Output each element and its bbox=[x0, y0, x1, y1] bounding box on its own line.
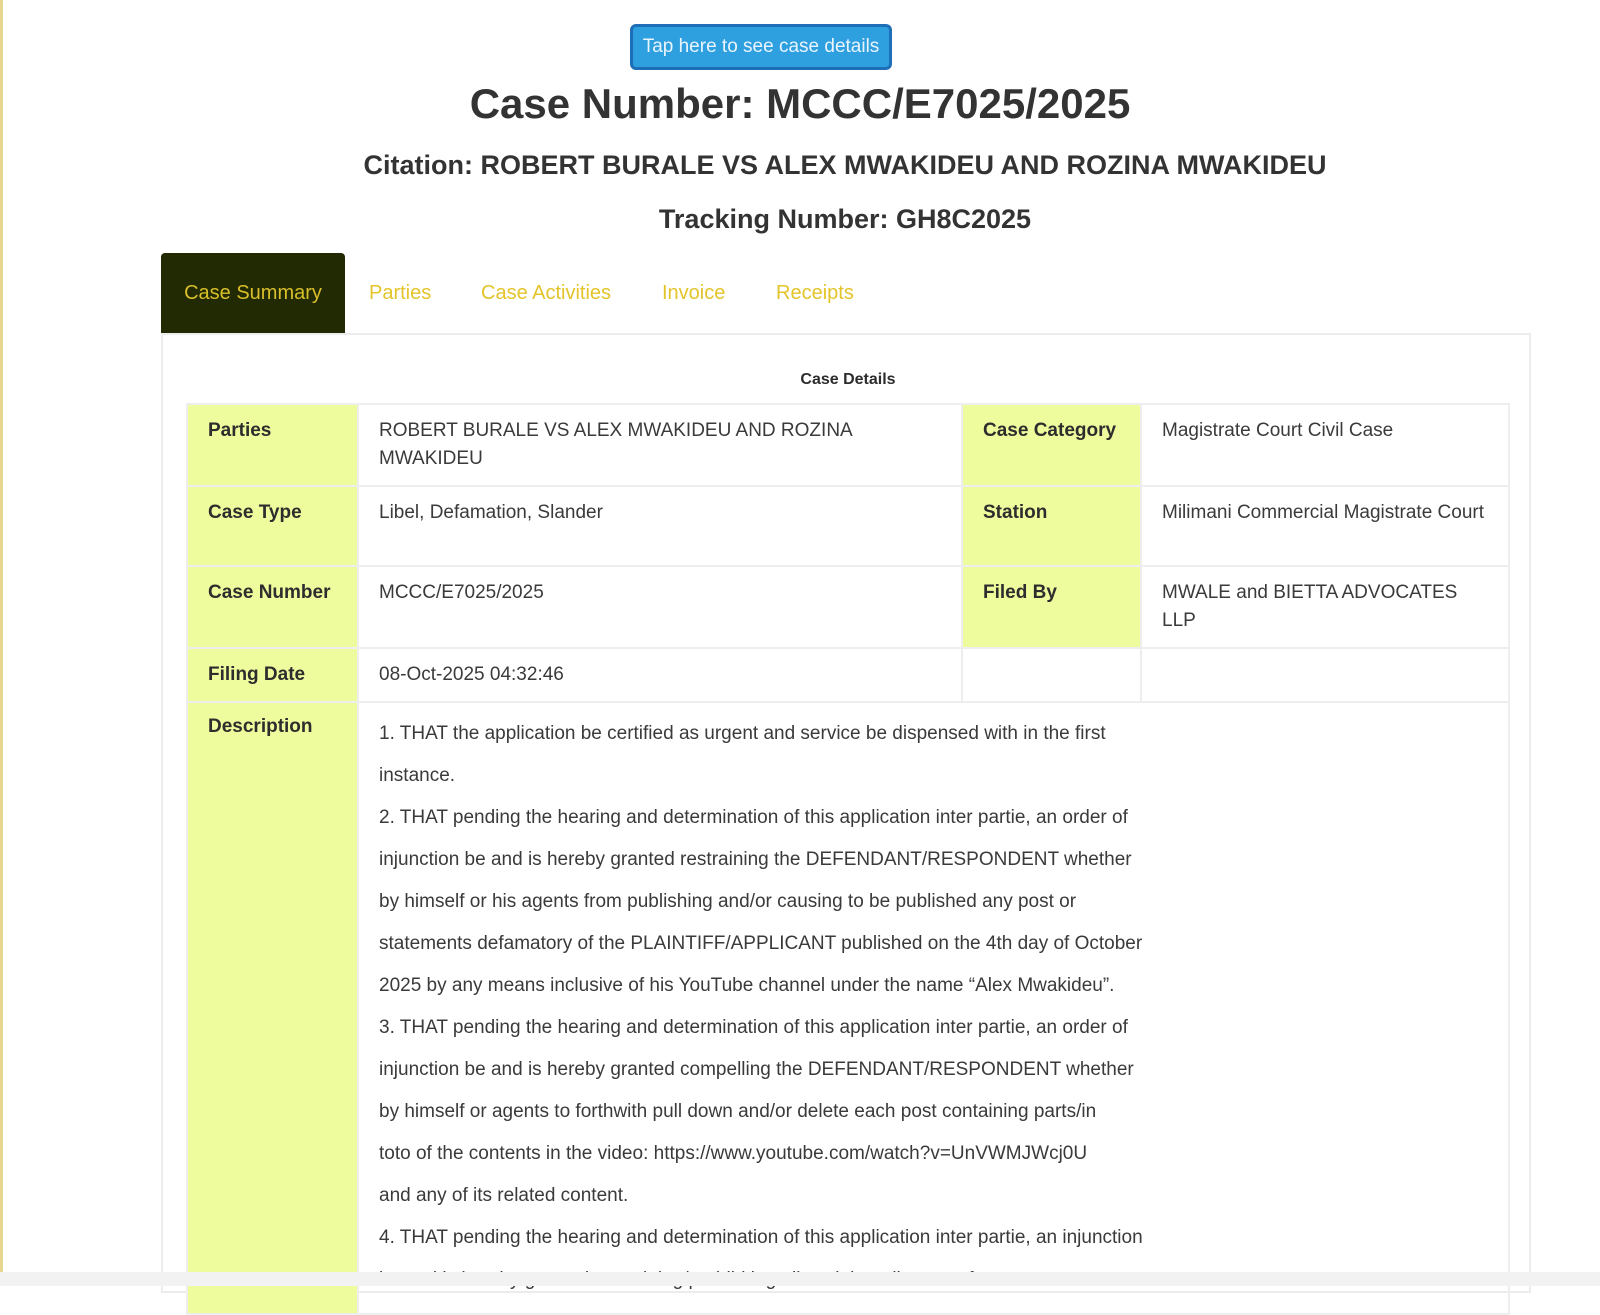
case-number-title: Case Number: MCCC/E7025/2025 bbox=[469, 80, 1131, 127]
tracking-number-title: Tracking Number: GH8C2025 bbox=[658, 204, 1032, 234]
case-number-value: MCCC/E7025/2025 bbox=[358, 566, 962, 648]
table-row bbox=[187, 404, 1509, 486]
tab-receipts[interactable]: Receipts bbox=[776, 282, 854, 304]
empty-cell bbox=[1141, 648, 1509, 702]
tab-case-summary[interactable]: Case Summary bbox=[161, 253, 345, 334]
case-category-value: Magistrate Court Civil Case bbox=[1141, 404, 1509, 486]
tab-invoice[interactable]: Invoice bbox=[662, 282, 726, 304]
description-line: injunction be and is hereby granted restraining the DEFENDANT/RESPONDENT whether bbox=[379, 849, 1132, 870]
description-line: injunction be and is hereby granted compelling the DEFENDANT/RESPONDENT whether bbox=[379, 1059, 1134, 1080]
description-line: 2025 by any means inclusive of his YouTube channel under the name “Alex Mwakideu”. bbox=[379, 975, 1115, 996]
station-value: Milimani Commercial Magistrate Court bbox=[1141, 486, 1509, 566]
case-details-heading: Case Details bbox=[800, 371, 896, 388]
case-summary-panel bbox=[161, 333, 1531, 1293]
description-line: 4. THAT pending the hearing and determination of this application inter partie, an injunction bbox=[379, 1227, 1143, 1248]
table-row bbox=[187, 566, 1509, 648]
table-row bbox=[187, 486, 1509, 566]
description-line: 1. THAT the application be certified as urgent and service be dispensed with in the first bbox=[379, 723, 1106, 744]
description-line: toto of the contents in the video: https://www.youtube.com/watch?v=UnVWMJWcj0U bbox=[379, 1143, 1088, 1164]
case-type-label: Case Type bbox=[187, 486, 358, 566]
tab-case-activities[interactable]: Case Activities bbox=[481, 282, 612, 304]
empty-cell bbox=[962, 648, 1141, 702]
citation-title: Citation: ROBERT BURALE VS ALEX MWAKIDEU AND ROZINA MWAKIDEU bbox=[363, 150, 1327, 180]
filed-by-value: MWALE and BIETTA ADVOCATES LLP bbox=[1141, 566, 1509, 648]
page-left-border bbox=[0, 0, 3, 1286]
description-value bbox=[358, 702, 1509, 1314]
parties-label: Parties bbox=[187, 404, 358, 486]
table-row bbox=[187, 702, 1509, 1314]
description-label: Description bbox=[187, 702, 358, 1314]
case-category-label: Case Category bbox=[962, 404, 1141, 486]
description-line: by himself or his agents from publishing and/or causing to be published any post or bbox=[379, 891, 1077, 912]
description-line: 2. THAT pending the hearing and determination of this application inter partie, an order of bbox=[379, 807, 1128, 828]
case-details-button[interactable]: Tap here to see case details bbox=[630, 24, 892, 70]
filed-by-label: Filed By bbox=[962, 566, 1141, 648]
case-details-table bbox=[186, 403, 1510, 1315]
description-line: 3. THAT pending the hearing and determination of this application inter partie, an order of bbox=[379, 1017, 1128, 1038]
description-line: and any of its related content. bbox=[379, 1185, 629, 1206]
description-line: statements defamatory of the PLAINTIFF/APPLICANT published on the 4th day of October bbox=[379, 933, 1143, 954]
station-label: Station bbox=[962, 486, 1141, 566]
case-type-value: Libel, Defamation, Slander bbox=[358, 486, 962, 566]
parties-value: ROBERT BURALE VS ALEX MWAKIDEU AND ROZINA MWAKIDEU bbox=[358, 404, 962, 486]
filing-date-label: Filing Date bbox=[187, 648, 358, 702]
filing-date-value: 08-Oct-2025 04:32:46 bbox=[358, 648, 962, 702]
case-number-label: Case Number bbox=[187, 566, 358, 648]
tab-parties[interactable]: Parties bbox=[369, 282, 432, 304]
table-row bbox=[187, 648, 1509, 702]
bottom-scroll-edge bbox=[0, 1272, 1600, 1286]
description-line: by himself or agents to forthwith pull down and/or delete each post containing parts/in bbox=[379, 1101, 1097, 1122]
description-line: instance. bbox=[379, 765, 456, 786]
